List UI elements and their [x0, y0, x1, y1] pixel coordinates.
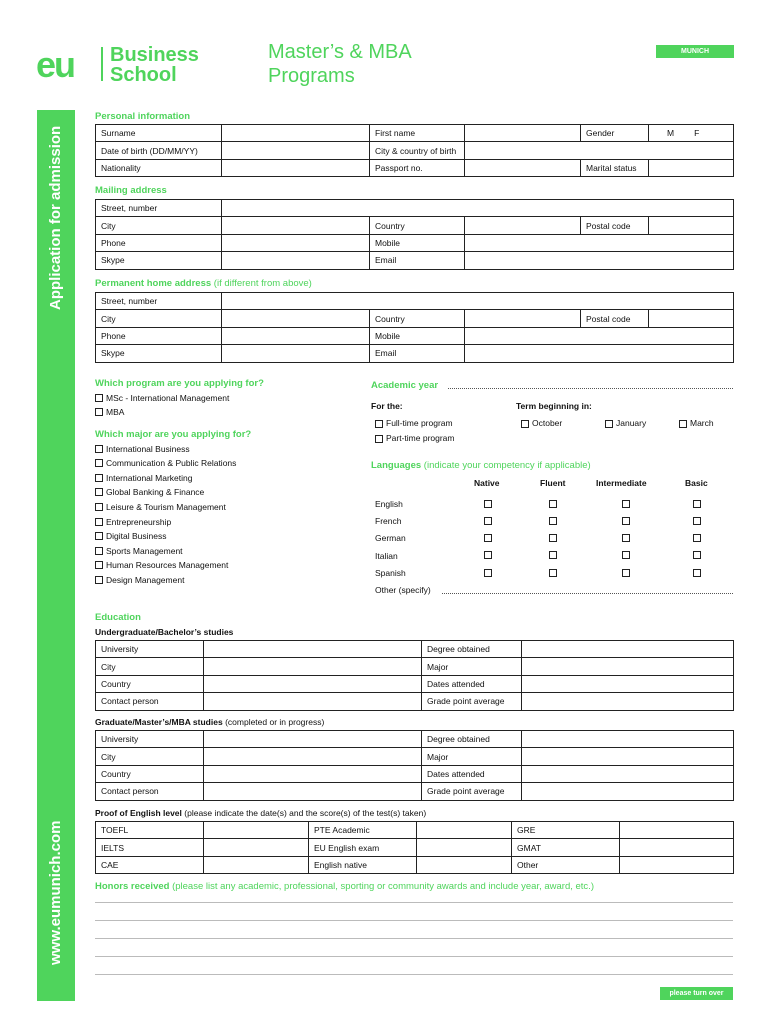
edu-country-field[interactable] [204, 765, 422, 782]
perm-street-label: Street, number [96, 293, 222, 310]
checkbox[interactable] [375, 420, 383, 428]
checkbox[interactable] [375, 435, 383, 443]
language-level-checkbox[interactable] [484, 551, 492, 559]
education-title: Education [95, 612, 141, 623]
gpa-field[interactable] [522, 693, 734, 710]
language-level-checkbox[interactable] [549, 569, 557, 577]
grad-table [95, 730, 734, 801]
logo-line2: School [110, 64, 177, 86]
language-level-checkbox[interactable] [693, 500, 701, 508]
language-name: Italian [375, 551, 398, 561]
program-option[interactable] [95, 393, 229, 403]
perm-phone-label: Phone [96, 327, 222, 344]
nationality-label: Nationality [96, 159, 222, 176]
cae-label: CAE [96, 856, 204, 873]
major-option-label: Digital Business [106, 531, 167, 541]
grad-title [95, 717, 324, 727]
perm-phone-field[interactable] [222, 327, 370, 344]
gender-label: Gender [581, 125, 649, 142]
university-field[interactable] [204, 731, 422, 748]
major-option[interactable] [95, 502, 226, 512]
language-level-checkbox[interactable] [484, 569, 492, 577]
language-name: German [375, 533, 406, 543]
passport-label: Passport no. [370, 159, 465, 176]
personal-table [95, 124, 734, 177]
perm-postal-field[interactable] [649, 310, 734, 327]
pte-label: PTE Academic [309, 822, 417, 839]
language-level-checkbox[interactable] [622, 500, 630, 508]
checkbox[interactable] [95, 518, 103, 526]
honors-title-text: Honors received [95, 881, 170, 892]
major-option-label: International Business [106, 444, 190, 454]
major-option[interactable] [95, 575, 184, 585]
level-basic: Basic [685, 478, 708, 488]
permanent-table [95, 292, 734, 363]
program-title-line1: Master’s & MBA [268, 41, 412, 63]
street-field[interactable] [222, 200, 734, 217]
checkbox[interactable] [95, 408, 103, 416]
major-field[interactable] [522, 658, 734, 675]
perm-city-label: City [96, 310, 222, 327]
street-label: Street, number [96, 200, 222, 217]
level-native: Native [474, 478, 500, 488]
gpa-label: Grade point average [422, 783, 522, 800]
language-level-checkbox[interactable] [622, 534, 630, 542]
native-label: English native [309, 856, 417, 873]
mobile-label: Mobile [370, 234, 465, 251]
major-option[interactable] [95, 444, 190, 454]
for-label: For the: [371, 401, 403, 411]
postal-field[interactable] [649, 217, 734, 234]
term-option-label: October [532, 418, 563, 428]
fulltime-option[interactable] [375, 418, 453, 428]
surname-label: Surname [96, 125, 222, 142]
language-level-checkbox[interactable] [484, 534, 492, 542]
degree-field[interactable] [522, 641, 734, 658]
checkbox[interactable] [95, 459, 103, 467]
country-field[interactable] [465, 217, 581, 234]
skype-label: Skype [96, 252, 222, 269]
other-field[interactable] [620, 856, 734, 873]
surname-field[interactable] [222, 125, 370, 142]
academic-year-title: Academic year [371, 380, 439, 391]
checkbox[interactable] [95, 445, 103, 453]
edu-city-field[interactable] [204, 658, 422, 675]
birthplace-field[interactable] [465, 142, 734, 159]
degree-label: Degree obtained [422, 641, 522, 658]
language-level-checkbox[interactable] [693, 517, 701, 525]
university-field[interactable] [204, 641, 422, 658]
language-level-checkbox[interactable] [484, 517, 492, 525]
eu-exam-label: EU English exam [309, 839, 417, 856]
permanent-title [95, 278, 312, 289]
university-label: University [96, 641, 204, 658]
parttime-label: Part-time program [386, 433, 455, 443]
postal-label: Postal code [581, 217, 649, 234]
contact-field[interactable] [204, 783, 422, 800]
program-option[interactable] [95, 407, 124, 417]
contact-field[interactable] [204, 693, 422, 710]
perm-mobile-label: Mobile [370, 327, 465, 344]
checkbox[interactable] [95, 547, 103, 555]
language-name: French [375, 516, 402, 526]
ielts-field[interactable] [204, 839, 309, 856]
university-label: University [96, 731, 204, 748]
term-option-label: March [690, 418, 714, 428]
major-option[interactable] [95, 560, 228, 570]
perm-email-field[interactable] [465, 345, 734, 362]
major-option[interactable] [95, 531, 166, 541]
dob-field[interactable] [222, 142, 370, 159]
grad-title-text: Graduate/Master’s/MBA studies [95, 717, 223, 727]
nationality-field[interactable] [222, 159, 370, 176]
level-fluent: Fluent [540, 478, 566, 488]
marital-label: Marital status [581, 159, 649, 176]
english-table [95, 821, 734, 874]
checkbox[interactable] [521, 420, 529, 428]
english-title-text: Proof of English level [95, 808, 182, 818]
major-label: Major [422, 658, 522, 675]
personal-title: Personal information [95, 111, 191, 122]
gre-label: GRE [512, 822, 620, 839]
language-other-field[interactable] [442, 593, 733, 594]
major-option[interactable] [95, 473, 192, 483]
major-option-label: Communication & Public Relations [106, 458, 237, 468]
honors-line[interactable] [95, 938, 733, 939]
city-field[interactable] [222, 217, 370, 234]
language-other-label: Other (specify) [375, 585, 431, 595]
languages-title-text: Languages [371, 460, 422, 471]
honors-line[interactable] [95, 974, 733, 975]
major-option-label: Sports Management [106, 546, 183, 556]
level-intermediate: Intermediate [596, 478, 647, 488]
perm-skype-field[interactable] [222, 345, 370, 362]
language-name: Spanish [375, 568, 406, 578]
english-title [95, 808, 426, 818]
major-label: Major [422, 748, 522, 765]
sidebar-band [37, 110, 75, 1001]
program-question: Which program are you applying for? [95, 378, 264, 389]
email-label: Email [370, 252, 465, 269]
gender-field[interactable] [649, 125, 734, 142]
major-field[interactable] [522, 748, 734, 765]
fulltime-label: Full-time program [386, 418, 453, 428]
passport-field[interactable] [465, 159, 581, 176]
pte-field[interactable] [417, 822, 512, 839]
marital-field[interactable] [649, 159, 734, 176]
eu-logo-mark: eu [36, 44, 75, 85]
gpa-field[interactable] [522, 783, 734, 800]
major-option-label: Human Resources Management [106, 560, 229, 570]
turn-over-badge: please turn over [660, 987, 733, 1000]
website-link[interactable]: www.eumunich.com [47, 820, 64, 965]
first-name-label: First name [370, 125, 465, 142]
undergrad-title: Undergraduate/Bachelor’s studies [95, 627, 234, 637]
checkbox[interactable] [679, 420, 687, 428]
cae-field[interactable] [204, 856, 309, 873]
language-level-checkbox[interactable] [622, 517, 630, 525]
dates-field[interactable] [522, 765, 734, 782]
checkbox[interactable] [95, 394, 103, 402]
dob-label: Date of birth (DD/MM/YY) [96, 142, 222, 159]
campus-badge: MUNICH [656, 45, 734, 58]
email-field[interactable] [465, 252, 734, 269]
program-option-label: MBA [106, 407, 125, 417]
program-title-line2: Programs [268, 65, 355, 87]
ielts-label: IELTS [96, 839, 204, 856]
native-field[interactable] [417, 856, 512, 873]
undergrad-table [95, 640, 734, 711]
major-option[interactable] [95, 546, 183, 556]
mobile-field[interactable] [465, 234, 734, 251]
edu-country-field[interactable] [204, 675, 422, 692]
edu-country-label: Country [96, 675, 204, 692]
gpa-label: Grade point average [422, 693, 522, 710]
language-level-checkbox[interactable] [549, 517, 557, 525]
city-label: City [96, 217, 222, 234]
mailing-title: Mailing address [95, 185, 167, 196]
honors-line[interactable] [95, 956, 733, 957]
first-name-field[interactable] [465, 125, 581, 142]
gre-field[interactable] [620, 822, 734, 839]
eu-exam-field[interactable] [417, 839, 512, 856]
contact-label: Contact person [96, 783, 204, 800]
language-level-checkbox[interactable] [549, 534, 557, 542]
language-level-checkbox[interactable] [693, 569, 701, 577]
major-option-label: Leisure & Tourism Management [106, 502, 226, 512]
honors-line[interactable] [95, 920, 733, 921]
language-level-checkbox[interactable] [549, 551, 557, 559]
languages-note: (indicate your competency if applicable) [423, 460, 591, 471]
language-name: English [375, 499, 403, 509]
logo-text [110, 45, 199, 85]
program-title [268, 40, 412, 88]
dates-field[interactable] [522, 675, 734, 692]
gender-m[interactable]: M [667, 128, 675, 139]
major-option[interactable] [95, 458, 236, 468]
perm-street-field[interactable] [222, 293, 734, 310]
side-title: Application for admission [47, 125, 64, 310]
permanent-note: (if different from above) [213, 278, 312, 289]
degree-label: Degree obtained [422, 731, 522, 748]
english-note: (please indicate the date(s) and the score(s) of the test(s) taken) [184, 808, 427, 818]
perm-country-label: Country [370, 310, 465, 327]
major-option-label: International Marketing [106, 473, 193, 483]
perm-city-field[interactable] [222, 310, 370, 327]
edu-country-label: Country [96, 765, 204, 782]
other-label: Other [512, 856, 620, 873]
edu-city-label: City [96, 748, 204, 765]
term-option-label: January [616, 418, 647, 428]
term-march[interactable] [679, 418, 714, 428]
toefl-label: TOEFL [96, 822, 204, 839]
perm-country-field[interactable] [465, 310, 581, 327]
major-option-label: Design Management [106, 575, 185, 585]
term-label: Term beginning in: [516, 401, 592, 411]
language-level-checkbox[interactable] [622, 551, 630, 559]
academic-year-field[interactable] [448, 388, 733, 389]
language-level-checkbox[interactable] [693, 551, 701, 559]
checkbox[interactable] [95, 532, 103, 540]
phone-field[interactable] [222, 234, 370, 251]
mailing-table [95, 199, 734, 270]
edu-city-label: City [96, 658, 204, 675]
language-level-checkbox[interactable] [693, 534, 701, 542]
major-option[interactable] [95, 517, 171, 527]
gmat-label: GMAT [512, 839, 620, 856]
languages-title [371, 460, 591, 471]
honors-title [95, 881, 594, 892]
edu-city-field[interactable] [204, 748, 422, 765]
contact-label: Contact person [96, 693, 204, 710]
country-label: Country [370, 217, 465, 234]
checkbox[interactable] [95, 503, 103, 511]
perm-email-label: Email [370, 345, 465, 362]
perm-mobile-field[interactable] [465, 327, 734, 344]
gender-f[interactable]: F [694, 128, 700, 139]
gmat-field[interactable] [620, 839, 734, 856]
logo-line1: Business [110, 44, 199, 66]
checkbox[interactable] [95, 488, 103, 496]
major-option[interactable] [95, 487, 204, 497]
checkbox[interactable] [95, 561, 103, 569]
grad-note: (completed or in progress) [225, 717, 325, 727]
parttime-option[interactable] [375, 433, 455, 443]
phone-label: Phone [96, 234, 222, 251]
skype-field[interactable] [222, 252, 370, 269]
toefl-field[interactable] [204, 822, 309, 839]
honors-line[interactable] [95, 902, 733, 903]
permanent-title-text: Permanent home address [95, 278, 212, 289]
logo-divider [101, 47, 103, 81]
perm-skype-label: Skype [96, 345, 222, 362]
checkbox[interactable] [95, 474, 103, 482]
term-october[interactable] [521, 418, 562, 428]
term-january[interactable] [605, 418, 646, 428]
language-level-checkbox[interactable] [622, 569, 630, 577]
language-level-checkbox[interactable] [484, 500, 492, 508]
language-level-checkbox[interactable] [549, 500, 557, 508]
major-option-label: Entrepreneurship [106, 517, 172, 527]
checkbox[interactable] [605, 420, 613, 428]
major-option-label: Global Banking & Finance [106, 487, 205, 497]
degree-field[interactable] [522, 731, 734, 748]
checkbox[interactable] [95, 576, 103, 584]
perm-postal-label: Postal code [581, 310, 649, 327]
dates-label: Dates attended [422, 675, 522, 692]
dates-label: Dates attended [422, 765, 522, 782]
major-question: Which major are you applying for? [95, 429, 252, 440]
birthplace-label: City & country of birth [370, 142, 465, 159]
honors-note: (please list any academic, professional, sporting or community awards and include year, award, etc.) [172, 881, 594, 892]
program-option-label: MSc - International Management [106, 393, 230, 403]
